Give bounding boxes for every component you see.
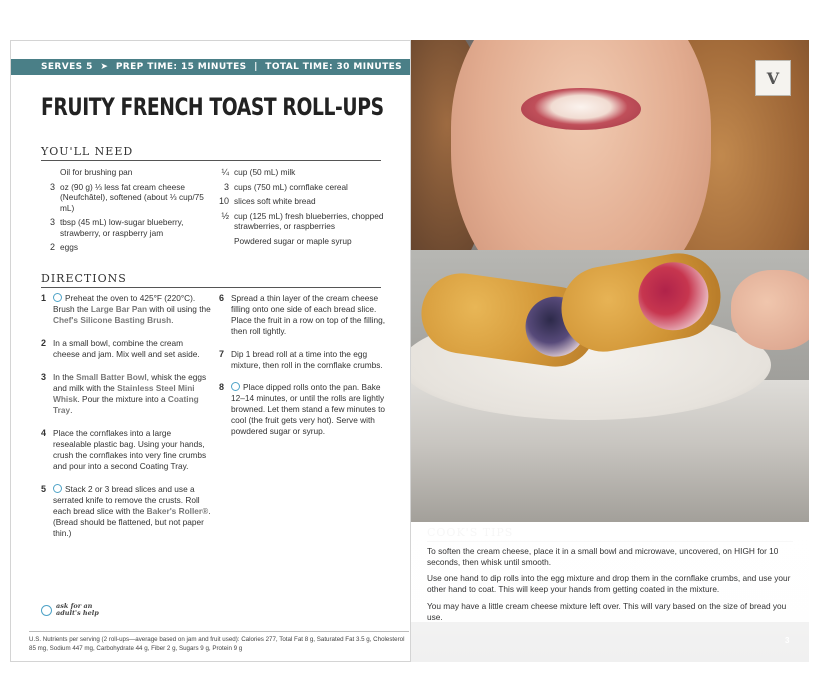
right-page	[411, 40, 809, 662]
ingredients-column-1	[45, 167, 205, 257]
ingredient-item: Powdered sugar or maple syrup	[234, 235, 352, 246]
direction-step: 2 In a small bowl, combine the cream cheese and jam. Mix well and set aside.	[41, 338, 200, 359]
serves-text: SERVES 5	[41, 62, 93, 72]
ingredient-item: 3 tbsp (45 mL) low-sugar blueberry, strawberry, or raspberry jam	[49, 217, 184, 238]
ingredient-item: Oil for brushing pan	[60, 167, 133, 177]
arrow-icon: ➤	[100, 62, 109, 72]
adult-help-icon	[53, 484, 62, 493]
direction-step: 3 In the Small Batter Bowl, whisk the eggs and milk with the Stainless Steel Mini Whisk. Pour the mixture into a Coating Tray.	[41, 372, 207, 415]
cooks-tip: You may have a little cream cheese mixture left over. This will vary based on the size of bread you use.	[427, 601, 787, 622]
recipe-info-banner	[11, 59, 410, 75]
direction-step: 5 Stack 2 or 3 bread slices and use a serrated knife to remove the crusts. Roll each bread slice with the Baker's Roller®. (Bread should be flattened, but not paper thin.)	[41, 484, 211, 538]
ingredient-item: 10 slices soft white bread	[219, 196, 316, 206]
ingredient-item: ½ cup (125 mL) fresh blueberries, chopped strawberries, or raspberries	[221, 210, 384, 231]
help-line-2: adult's help	[56, 609, 99, 617]
direction-step: 1 Preheat the oven to 425°F (220°C). Brush the Large Bar Pan with oil using the Chef's Silicone Basting Brush.	[41, 293, 211, 325]
banner-separator: |	[254, 62, 258, 72]
left-page	[10, 40, 411, 662]
adult-help-icon	[41, 605, 52, 616]
prep-time-text: PREP TIME: 15 MINUTES	[115, 62, 247, 72]
nutrition-info: U.S. Nutrients per serving (2 roll-ups—average based on jam and fruit used): Calories 277, Total Fat 8 g, Saturated Fat 3.5 g, Cholesterol 85 mg, Sodium 447 mg, Carbohydrate 44 g, Fiber 2 g, Sugars 9 g, Protein 9 g	[29, 631, 409, 653]
photo-smile	[521, 88, 641, 130]
help-line-1: ask for an	[56, 602, 93, 610]
ingredient-item: 3 oz (90 g) ⅓ less fat cream cheese (Neufchâtel), softened (about ⅓ cup/75 mL)	[49, 181, 204, 213]
vegetarian-logo-icon: V	[755, 60, 791, 96]
recipe-title: FRUITY FRENCH TOAST ROLL-UPS	[41, 93, 384, 121]
ingredient-item: ¼ cup (50 mL) milk	[221, 167, 296, 177]
ingredient-item: 2 eggs	[49, 242, 78, 252]
adult-help-icon	[53, 293, 62, 302]
direction-step: 7 Dip 1 bread roll at a time into the egg mixture, then roll in the cornflake crumbs.	[219, 349, 383, 370]
adult-help-legend	[41, 603, 99, 617]
directions-heading: DIRECTIONS	[41, 272, 381, 288]
direction-step: 4 Place the cornflakes into a large resealable plastic bag. Using your hands, crush the cornflakes into very fine crumbs and pour into a second Coating Tray.	[41, 428, 207, 471]
cooks-tip: To soften the cream cheese, place it in a small bowl and microwave, uncovered, on HIGH for 10 seconds, then whisk until smooth.	[427, 546, 779, 567]
direction-step: 6 Spread a thin layer of the cream cheese filling onto one side of each bread slice. Place the fruit in a row on top of the filling, then roll tightly.	[219, 293, 386, 336]
ingredient-item: 3 cups (750 mL) cornflake cereal	[223, 181, 348, 192]
page-number: 3	[785, 636, 790, 645]
direction-step: 8 Place dipped rolls onto the pan. Bake 12–14 minutes, or until the rolls are lightly browned. Let them stand a few minutes to cool (the fruit gets very hot). Serve with powdered sugar or syrup.	[219, 382, 386, 436]
ingredients-column-2	[219, 167, 389, 250]
ingredients-heading: YOU'LL NEED	[41, 145, 381, 161]
adult-help-icon	[231, 382, 240, 391]
cooks-tip: Use one hand to dip rolls into the egg mixture and drop them in the cornflake crumbs, and use your other hand to coat. This will keep your hands from getting coated in the mixture.	[427, 573, 791, 594]
total-time-text: TOTAL TIME: 30 MINUTES	[265, 62, 403, 72]
photo-hand	[731, 270, 809, 350]
